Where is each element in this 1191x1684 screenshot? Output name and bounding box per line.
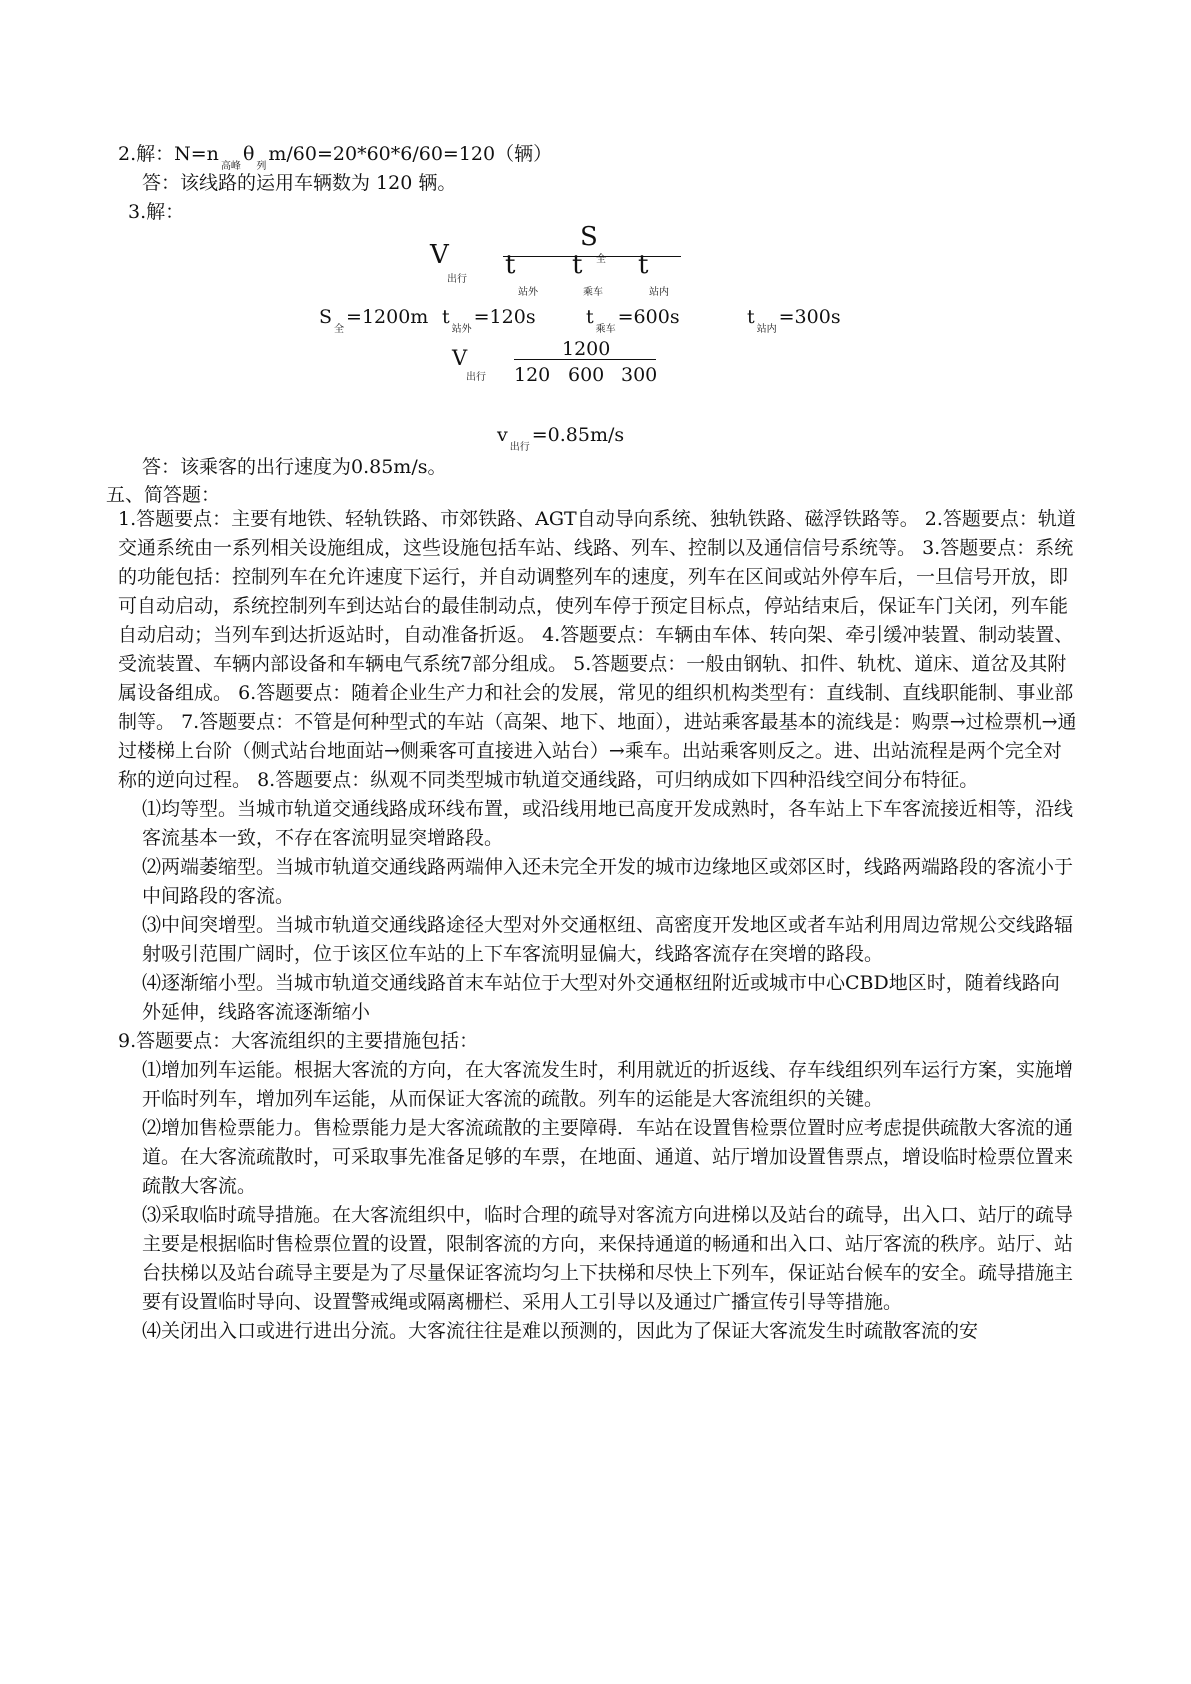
q2-post: m/60=20*60*6/60=120（辆） — [268, 143, 553, 165]
f1-t3-sub: 站内 — [649, 287, 669, 298]
item8-sub-2: ⑵两端萎缩型。当城市轨道交通线路两端伸入还未完全开发的城市边缘地区或郊区时，线路两端路段的客流小于中间路段的客流。 — [142, 856, 1074, 907]
f1-t2: t — [572, 250, 583, 280]
f1-t1: t — [505, 250, 516, 280]
given-t-inside: $t_{站内}=300s$ — [747, 306, 841, 335]
f2-d3: 300 — [621, 364, 658, 386]
section5-body — [118, 505, 1078, 1346]
f2-v: V — [452, 346, 468, 370]
item9-sub-2: ⑵增加售检票能力。售检票能力是大客流疏散的主要障碍．车站在设置售检票位置时应考虑提供疏散大客流的通道。在大客流疏散时，可采取事先准备足够的车票，在地面、通道、站厅增加设置售票点，增设临时检票位置来疏散大客流。 — [142, 1117, 1074, 1197]
answer-item-2: 2.答题要点：轨道交通系统由一系列相关设施组成，这些设施包括车站、线路、列车、控制以及通信信号系统等。 — [118, 508, 1076, 559]
f1-t2-sub: 乘车 — [583, 287, 603, 298]
item8-sub-3: ⑶中间突增型。当城市轨道交通线路途径大型对外交通枢纽、高密度开发地区或者车站利用周边常规公交线路辐射吸引范围广阔时，位于该区位车站的上下车客流明显偏大，线路客流存在突增的路段。 — [142, 914, 1074, 965]
given-t-outside: $t_{站外}=120s$ — [442, 306, 536, 335]
q2-pre: 解：N=n — [136, 143, 219, 165]
q2-sub2: 列 — [256, 161, 267, 172]
item9-sub-3: ⑶采取临时疏导措施。在大客流组织中，临时合理的疏导对客流方向进梯以及站台的疏导，出入口、站厅的疏导主要是根据临时售检票位置的设置，限制客流的方向，来保持通道的畅通和出入口、站厅客流的秩序。站厅、站台扶梯以及站台疏导主要是为了尽量保证客流均匀上下扶梯和尽快上下列车，保证站台候车的安全。疏导措施主要有设置临时导向、设置警戒绳或隔离栅栏、采用人工引导以及通过广播宣传引导等措施。 — [142, 1204, 1074, 1313]
q2-theta: θ — [242, 143, 255, 165]
q2-line — [118, 139, 553, 172]
item8-sub-1: ⑴均等型。当城市轨道交通线路成环线布置，或沿线用地已高度开发成熟时，各车站上下车客流接近相等，沿线客流基本一致，不存在客流明显突增路段。 — [142, 798, 1074, 849]
given-s: $S_全=1200m$ — [319, 306, 429, 335]
q3-label: 3.解： — [128, 201, 185, 223]
f2-d1: 120 — [514, 364, 551, 386]
answer-item-1: 1.答题要点：主要有地铁、轻轨铁路、市郊铁路、AGT自动导向系统、独轨铁路、磁浮铁路等。 — [118, 508, 919, 530]
f2-fraction-bar — [514, 359, 656, 360]
f1-v: V — [430, 240, 449, 270]
item9-sub-4: ⑷关闭出入口或进行进出分流。大客流往往是难以预测的，因此为了保证大客流发生时疏散客流的安 — [142, 1320, 979, 1342]
given-t-ride: $t_{乘车}=600s$ — [586, 306, 680, 335]
f1-v-sub: 出行 — [447, 274, 467, 285]
item9-sub-1: ⑴增加列车运能。根据大客流的方向，在大客流发生时，利用就近的折返线、存车线组织列车运行方案，实施增开临时列车，增加列车运能，从而保证大客流的疏散。列车的运能是大客流组织的关键。 — [142, 1059, 1074, 1110]
answer-item-8: 8.答题要点：纵观不同类型城市轨道交通线路，可归纳成如下四种沿线空间分布特征。 — [257, 769, 979, 791]
q3-answer: 答：该乘客的出行速度为0.85m/s。 — [142, 456, 447, 478]
answer-item-5: 5.答题要点：一般由钢轨、扣件、轨枕、道床、道岔及其附属设备组成。 — [118, 653, 1067, 704]
item8-sub-4: ⑷逐渐缩小型。当城市轨道交通线路首末车站位于大型对外交通枢纽附近或城市中心CBD地区时，随着线路向外延伸，线路客流逐渐缩小 — [142, 972, 1060, 1023]
answer-item-9: 9.答题要点：大客流组织的主要措施包括： — [118, 1030, 479, 1052]
f1-fraction-bar — [503, 256, 681, 257]
answer-item-7: 7.答题要点：不管是何种型式的车站（高架、地下、地面），进站乘客最基本的流线是：购票→过检票机→通过楼梯上台阶（侧式站台地面站→侧乘客可直接进入站台）→乘车。出站乘客则反之。进、出站流程是两个完全对称的逆向过程。 — [118, 711, 1077, 791]
f2-d2: 600 — [568, 364, 605, 386]
q2-sub1: 高峰 — [220, 161, 241, 172]
f1-s: S — [580, 222, 598, 252]
answer-item-3: 3.答题要点：系统的功能包括：控制列车在允许速度下运行，并自动调整列车的速度，列车在区间或站外停车后，一旦信号开放，即可自动启动，系统控制列车到达站台的最佳制动点，使列车停于预定目标点，停站结束后，保证车门关闭，列车能自动启动；当列车到达折返站时，自动准备折返。 — [118, 537, 1074, 646]
q2-number: 2. — [118, 143, 137, 165]
answer-item-6: 6.答题要点：随着企业生产力和社会的发展，常见的组织机构类型有：直线制、直线职能制、事业部制等。 — [118, 682, 1074, 733]
section5-title: 五、简答题： — [106, 484, 221, 506]
f1-s-sub: 全 — [596, 254, 606, 265]
f1-t1-sub: 站外 — [518, 287, 538, 298]
q3-result: $v_{出行}=0.85m/s$ — [497, 424, 625, 453]
f1-t3: t — [638, 250, 649, 280]
f2-v-sub: 出行 — [466, 372, 486, 383]
f2-numerator: 1200 — [562, 338, 611, 360]
q2-answer: 答：该线路的运用车辆数为 120 辆。 — [142, 172, 457, 194]
answer-item-4: 4.答题要点：车辆由车体、转向架、牵引缓冲装置、制动装置、受流装置、车辆内部设备和车辆电气系统7部分组成。 — [118, 624, 1074, 675]
